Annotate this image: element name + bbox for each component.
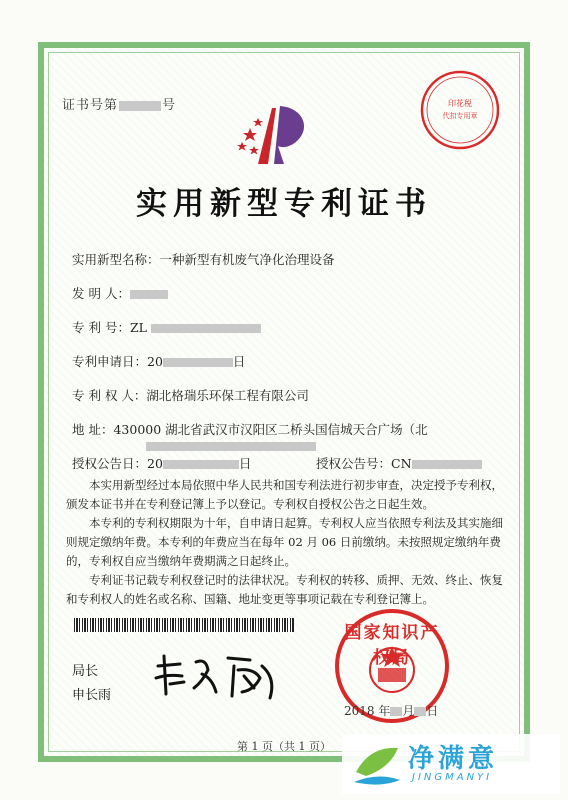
issue-date-mid: 月 bbox=[402, 704, 415, 718]
inventor-row bbox=[72, 284, 168, 302]
redacted-block bbox=[130, 290, 168, 299]
patent-no-label: 专 利 号： bbox=[72, 320, 130, 335]
certificate-number bbox=[62, 94, 176, 113]
director-title: 局长 bbox=[72, 664, 99, 679]
address-row bbox=[72, 420, 428, 438]
grant-date-suffix: 日 bbox=[238, 456, 252, 471]
address-label: 地 址： bbox=[72, 422, 114, 437]
grant-no-prefix: CN bbox=[391, 456, 412, 471]
seal-caption: 国家知识产权局 bbox=[344, 623, 440, 668]
seal-text-line1: 印花税 bbox=[448, 99, 472, 108]
redacted-block bbox=[412, 460, 482, 469]
barcode bbox=[74, 618, 294, 632]
utility-model-name-row bbox=[72, 250, 335, 268]
filing-date-row bbox=[72, 352, 245, 370]
watermark-brand: 净满意 bbox=[408, 744, 499, 774]
owner-label: 专 利 权 人： bbox=[72, 388, 147, 403]
body-paragraph-3: 专利证书记载专利权登记时的法律状况。专利权的转移、质押、无效、终止、恢复和专利权人的姓名或名称、国籍、地址变更等事项记载在专利登记簿上。 bbox=[66, 573, 503, 606]
issue-date-suffix: 日 bbox=[426, 704, 439, 718]
grant-number-row bbox=[316, 454, 482, 472]
certificate-title: 实用新型专利证书 bbox=[136, 186, 432, 222]
patent-no-prefix: ZL bbox=[129, 320, 147, 335]
grant-date-row bbox=[72, 454, 251, 472]
leaf-logo-icon bbox=[350, 742, 404, 788]
name-value: 一种新型有机废气净化治理设备 bbox=[159, 252, 335, 267]
seal-text-line2: 代扣专用章 bbox=[442, 112, 478, 120]
filing-date-suffix: 日 bbox=[232, 354, 246, 369]
filing-date-label: 专利申请日： bbox=[72, 354, 148, 369]
inventor-label: 发 明 人： bbox=[72, 286, 130, 301]
redacted-block bbox=[151, 324, 261, 333]
page-number: 第 1 页（共 1 页） bbox=[237, 740, 331, 753]
address-value: 430000 湖北省武汉市汉阳区二桥头国信城天合广场（北 bbox=[113, 422, 428, 437]
redacted-block bbox=[119, 101, 161, 111]
body-paragraph-2: 本专利的专利权期限为十年，自申请日起算。专利权人应当依照专利法及其实施细则规定缴纳年费。本专利的年费应当在每年 02 月 06 日前缴纳。未按照规定缴纳年费的，专利权自应当缴纳年费期满之日起终止。 bbox=[66, 516, 503, 568]
redacted-block bbox=[163, 460, 239, 469]
redacted-block bbox=[414, 707, 426, 716]
tax-seal-icon bbox=[418, 68, 502, 152]
redacted-block bbox=[163, 358, 233, 367]
grant-date-prefix: 20 bbox=[147, 456, 163, 471]
director-name: 申长雨 bbox=[72, 688, 112, 703]
owner-value: 湖北格瑞乐环保工程有限公司 bbox=[146, 388, 309, 403]
grant-date-label: 授权公告日： bbox=[72, 456, 148, 471]
body-paragraph-1: 本实用新型经过本局依照中华人民共和国专利法进行初步审查，决定授予专利权，颁发本证书并在专利登记簿上予以登记。专利权自授权公告之日起生效。 bbox=[66, 478, 503, 511]
grant-no-label: 授权公告号： bbox=[316, 456, 392, 471]
patentee-row bbox=[72, 386, 309, 404]
filing-date-prefix: 20 bbox=[147, 354, 163, 369]
patent-office-emblem-icon bbox=[228, 98, 328, 168]
address-line2 bbox=[146, 438, 316, 453]
cert-no-suffix: 号 bbox=[162, 98, 177, 113]
issue-date bbox=[344, 702, 438, 719]
name-label: 实用新型名称： bbox=[72, 252, 160, 267]
watermark-brand-latin: JINGMANYI bbox=[412, 772, 493, 783]
cert-no-prefix: 证书号第 bbox=[62, 98, 119, 113]
issue-date-prefix: 2018 年 bbox=[344, 704, 391, 718]
redacted-block bbox=[146, 442, 316, 451]
handwritten-signature-icon bbox=[150, 648, 290, 708]
redacted-block bbox=[390, 707, 402, 716]
patent-number-row bbox=[72, 318, 261, 336]
